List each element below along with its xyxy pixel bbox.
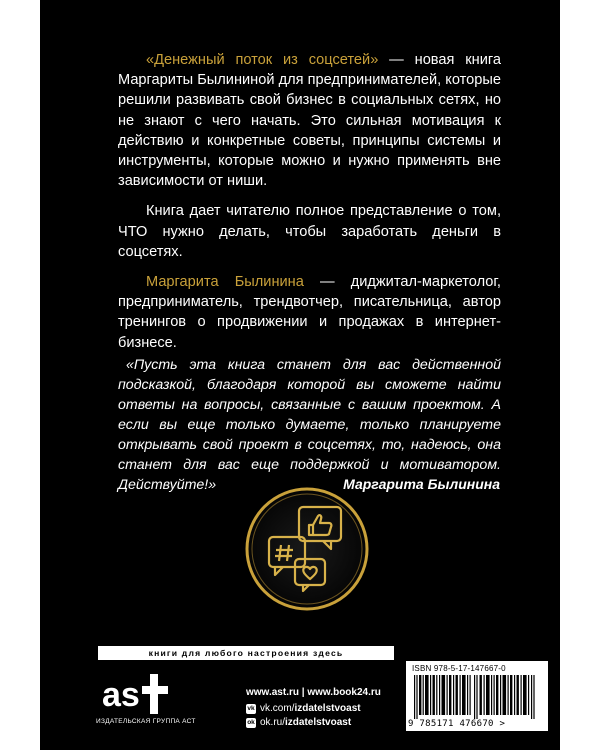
- author-name-highlight: Маргарита Былинина: [146, 274, 304, 291]
- isbn-label: ISBN 978-5-17-147667-0: [412, 664, 506, 673]
- paragraph-author-text: — диджитал-маркетолог, предприниматель, трендвотчер, писательница, автор тренингов о продвижении и продажах в интернет-бизнесе.: [118, 274, 501, 351]
- ast-logo-icon: [98, 666, 198, 724]
- paragraph-intro-text: — новая книга Маргариты Былининой для предпринимателей, которые решили развивать свой бизнес в социальных сетях, но не знают с чего начать. Это сильная мотивация к действию и конкретные советы, принципы системы и инструменты, которые можно и нужно применять вне зависимости от ниши.: [118, 52, 501, 190]
- ok-icon: ok: [247, 718, 255, 726]
- paragraph-author: [118, 272, 501, 353]
- websites: [246, 687, 381, 698]
- website-separator: |: [298, 687, 308, 698]
- paragraph-intro: [118, 50, 501, 191]
- vk-link[interactable]: [246, 703, 361, 714]
- social-media-emblem: [243, 485, 371, 613]
- ok-link[interactable]: [246, 717, 351, 728]
- book-title-highlight: «Денежный поток из соцсетей»: [146, 52, 379, 68]
- website-ast[interactable]: www.ast.ru: [246, 687, 299, 698]
- publisher-caption: ИЗДАТЕЛЬСКАЯ ГРУППА АСТ: [96, 718, 196, 725]
- quote-signature: Маргарита Былинина: [343, 476, 500, 492]
- vk-handle: izdatelstvoast: [294, 703, 361, 714]
- barcode-digits: 9 785171 476670 >: [408, 719, 506, 729]
- vk-icon: vk: [247, 704, 255, 712]
- ok-prefix: ok.ru/: [260, 717, 286, 728]
- vk-prefix: vk.com/: [260, 703, 295, 714]
- isbn-barcode-box: [406, 661, 548, 731]
- publisher-tagline: книги для любого настроения здесь: [98, 646, 394, 660]
- website-book24[interactable]: www.book24.ru: [307, 687, 381, 698]
- author-quote: «Пусть эта книга станет для вас действенной подсказкой, благодаря которой вы сможете найти ответы на вопросы, связанные с вашим проектом. А если вы еще только думаете, только планируете открывать свой проект в соцсетях, то, надеюсь, она станет для вас еще поддержкой и мотиватором. Действуйте!»: [118, 357, 501, 493]
- ok-handle: izdatelstvoast: [285, 717, 352, 728]
- paragraph-summary: Книга дает читателю полное представление о том, ЧТО нужно делать, чтобы заработать деньги в соцсетях.: [118, 203, 501, 260]
- description-block: [118, 50, 501, 363]
- barcode-icon: [412, 675, 540, 719]
- book-back-cover: [40, 0, 560, 750]
- svg-text:as: as: [102, 676, 140, 714]
